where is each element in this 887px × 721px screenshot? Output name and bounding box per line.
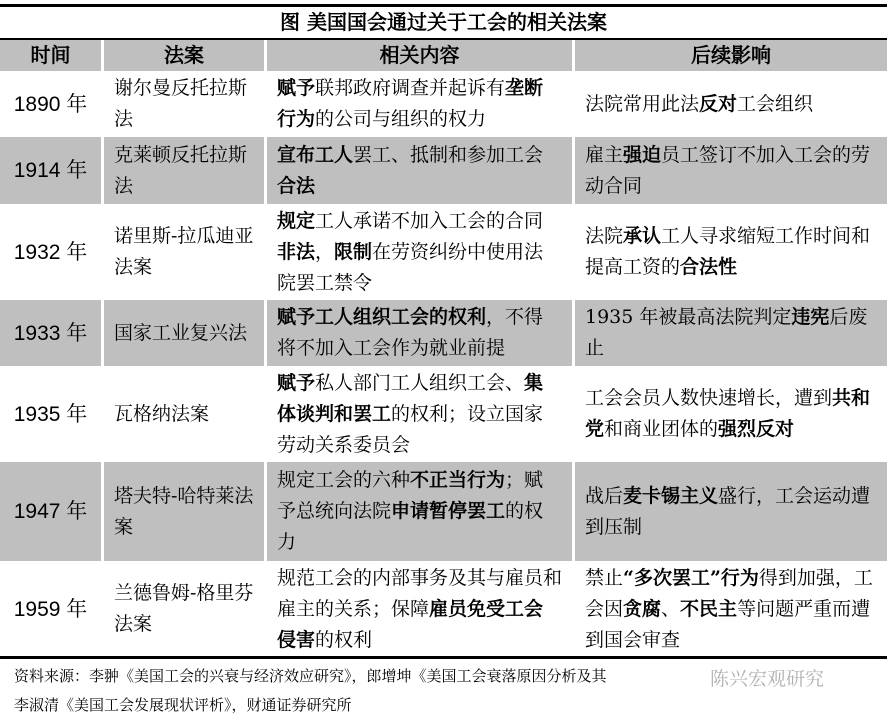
cell-impact bbox=[575, 562, 887, 657]
cell-impact bbox=[575, 137, 887, 205]
header-impact: 后续影响 bbox=[575, 40, 887, 72]
cell-content bbox=[267, 300, 575, 367]
table-row bbox=[0, 205, 887, 300]
cell-impact bbox=[575, 462, 887, 562]
table-row bbox=[0, 300, 887, 367]
text-segment: 工人承诺不加入工会的合同 bbox=[315, 209, 544, 232]
cell-impact bbox=[575, 72, 887, 137]
text-segment: 战后 bbox=[585, 484, 624, 507]
cell-law: 克莱顿反托拉斯法 bbox=[104, 137, 267, 205]
text-segment: 后废止 bbox=[585, 306, 868, 359]
bold-text: 承认 bbox=[623, 225, 662, 247]
bold-text: 贪腐 bbox=[623, 597, 662, 620]
bold-text: 限制 bbox=[334, 240, 373, 263]
text-segment: 联邦政府调查并起诉有 bbox=[315, 77, 506, 99]
figure-title: 图 美国国会通过关于工会的相关法案 bbox=[280, 10, 607, 34]
bold-text: 赋予 bbox=[277, 77, 316, 99]
bottom-rule bbox=[0, 656, 887, 659]
bold-text: 非法 bbox=[277, 240, 316, 263]
text-segment: 盛行，工会运动遭到压制 bbox=[585, 484, 871, 538]
cell-law: 塔夫特-哈特莱法案 bbox=[104, 462, 267, 562]
table-row bbox=[0, 137, 887, 205]
bold-text: “多次罢工”行为 bbox=[623, 566, 759, 589]
cell-content bbox=[267, 462, 575, 562]
bold-text: 合法 bbox=[277, 174, 316, 197]
text-segment: 得到加强，工会因 bbox=[585, 566, 873, 620]
cell-content bbox=[267, 137, 575, 205]
source-line-2: 李淑清《美国工会发展现状评析》，财通证券研究所 bbox=[14, 696, 352, 714]
cell-impact bbox=[575, 205, 887, 300]
header-row bbox=[0, 40, 887, 72]
text-segment: 1935 年被最高法院判定 bbox=[585, 306, 792, 328]
text-segment: 的权利；设立国家劳动关系委员会 bbox=[277, 402, 544, 456]
table-row bbox=[0, 462, 887, 562]
text-segment: 的公司与组织的权力 bbox=[315, 108, 487, 130]
bold-text: 宣布工人 bbox=[277, 143, 354, 166]
cell-content bbox=[267, 562, 575, 657]
text-segment: 工会组织 bbox=[737, 92, 814, 115]
bold-text: 申请暂停罢工 bbox=[391, 500, 506, 522]
cell-content bbox=[267, 205, 575, 300]
header-law: 法案 bbox=[104, 40, 267, 72]
cell-law: 瓦格纳法案 bbox=[104, 367, 267, 462]
text-segment: 罢工、抵制和参加工会 bbox=[353, 143, 544, 166]
cell-year: 1959 年 bbox=[0, 562, 104, 657]
text-segment: 和商业团体的 bbox=[604, 418, 719, 440]
cell-year: 1914 年 bbox=[0, 137, 104, 205]
bold-text: 违宪 bbox=[791, 306, 830, 328]
bold-text: 麦卡锡主义 bbox=[623, 484, 719, 507]
text-segment: 在劳资纠纷中使用法院罢工禁令 bbox=[277, 240, 544, 294]
cell-content bbox=[267, 72, 575, 137]
bold-text: 规定 bbox=[277, 209, 316, 232]
text-segment: 的权力 bbox=[277, 500, 544, 553]
text-segment: 禁止 bbox=[585, 566, 624, 589]
watermark: 陈兴宏观研究 bbox=[710, 668, 825, 690]
table-row bbox=[0, 72, 887, 137]
bold-text: 不民主 bbox=[680, 597, 738, 620]
text-segment: ， bbox=[315, 240, 335, 263]
bold-text: 强迫 bbox=[623, 143, 662, 166]
text-segment: ；赋予总统向法院 bbox=[277, 469, 544, 522]
text-segment: 工会会员人数快速增长，遭到 bbox=[585, 387, 833, 409]
cell-year: 1935 年 bbox=[0, 367, 104, 462]
text-segment: 员工签订不加入工会的劳动合同 bbox=[585, 143, 871, 197]
cell-impact bbox=[575, 300, 887, 367]
header-time: 时间 bbox=[0, 40, 104, 72]
text-segment: ，不得将不加入工会作为就业前提 bbox=[277, 306, 544, 359]
cell-law: 国家工业复兴法 bbox=[104, 300, 267, 367]
text-segment: 、 bbox=[661, 597, 681, 620]
cell-year: 1890 年 bbox=[0, 72, 104, 137]
cell-year: 1932 年 bbox=[0, 205, 104, 300]
bold-text: 不正当行为 bbox=[410, 469, 506, 491]
bold-text: 赋予 bbox=[277, 371, 316, 394]
table-row bbox=[0, 562, 887, 657]
cell-content bbox=[267, 367, 575, 462]
header-content: 相关内容 bbox=[267, 40, 575, 72]
bold-text: 集体谈判和罢工 bbox=[277, 371, 544, 425]
bold-text: 反对 bbox=[699, 92, 738, 115]
cell-year: 1933 年 bbox=[0, 300, 104, 367]
text-segment: 规范工会的内部事务及其与雇员和雇主的关系；保障 bbox=[277, 566, 563, 620]
bold-text: 合法性 bbox=[680, 256, 738, 278]
text-segment: 的权利 bbox=[315, 628, 373, 651]
cell-year: 1947 年 bbox=[0, 462, 104, 562]
cell-law: 兰德鲁姆-格里芬法案 bbox=[104, 562, 267, 657]
table-row bbox=[0, 367, 887, 462]
bold-text: 赋予工人组织工会的权利 bbox=[277, 306, 487, 328]
text-segment: 等问题严重而遭到国会审查 bbox=[585, 597, 871, 651]
text-segment: 雇主 bbox=[585, 143, 624, 166]
bold-text: 垄断行为 bbox=[277, 77, 544, 130]
cell-law: 谢尔曼反托拉斯法 bbox=[104, 72, 267, 137]
source-line-1: 资料来源：李翀《美国工会的兴衰与经济效应研究》，郎增坤《美国工会衰落原因分析及其 bbox=[14, 667, 607, 685]
text-segment: 工人寻求缩短工作时间和提高工资的 bbox=[585, 225, 871, 278]
bold-text: 共和党 bbox=[585, 387, 871, 440]
laws-table bbox=[0, 40, 887, 657]
text-segment: 法院 bbox=[585, 225, 624, 247]
text-segment: 规定工会的六种 bbox=[277, 469, 411, 491]
cell-impact bbox=[575, 367, 887, 462]
text-segment: 私人部门工人组织工会、 bbox=[315, 371, 525, 394]
cell-law: 诺里斯-拉瓜迪亚法案 bbox=[104, 205, 267, 300]
bold-text: 强烈反对 bbox=[718, 418, 795, 440]
text-segment: 法院常用此法 bbox=[585, 92, 700, 115]
bold-text: 雇员免受工会侵害 bbox=[277, 597, 544, 651]
